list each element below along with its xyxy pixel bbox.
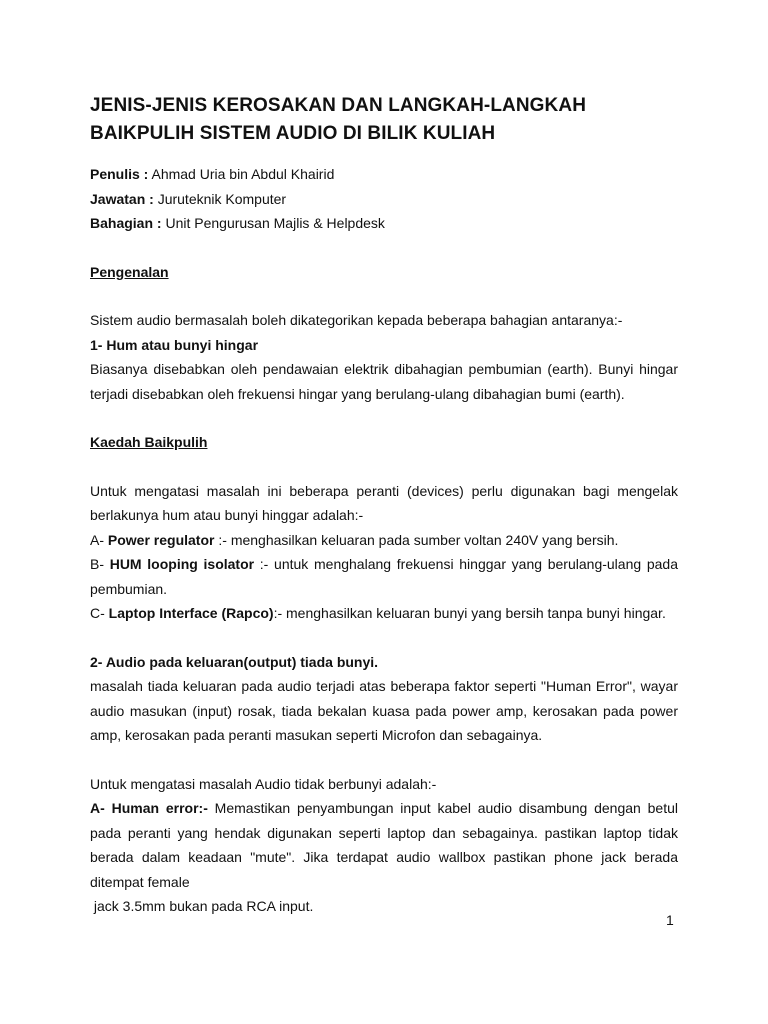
item-b-term: HUM looping isolator: [109, 556, 255, 572]
meta-jawatan: [90, 187, 678, 212]
kaedah-intro: Untuk mengatasi masalah ini beberapa peranti (devices) perlu digunakan bagi mengelak berlakunya hum atau bunyi hinggar adalah:-: [90, 482, 678, 523]
item-a-prefix: A-: [90, 531, 108, 548]
item-c-term: Laptop Interface (Rapco): [108, 605, 274, 621]
jawatan-label: Jawatan :: [90, 190, 154, 207]
item-b-prefix: B-: [90, 556, 110, 572]
human-error-text: Memastikan penyambungan input kabel audio disambung dengan betul pada peranti yang hendak digunakan seperti laptop dan sebagainya. pastikan laptop tidak berada dalam keadaan "mute". Jika terdapat audio wallbox pastikan phone jack berada ditempat female: [90, 800, 678, 890]
item-a-term: Power regulator: [107, 531, 215, 548]
spacer: [90, 455, 678, 479]
bahagian-value: Unit Pengurusan Majlis & Helpdesk: [161, 215, 385, 231]
item-a-text: :- menghasilkan keluaran pada sumber voltan 240V yang bersih.: [214, 531, 619, 548]
section1-body: Biasanya disebabkan oleh pendawaian elektrik dibahagian pembumian (earth). Bunyi hingar terjadi disebabkan oleh frekuensi hingar yang berulang-ulang dibahagian bumi (earth).: [90, 361, 678, 402]
item-b-text: :- untuk menghalang frekuensi hinggar yang berulang-ulang pada pembumian.: [90, 556, 678, 597]
title-line-2: BAIKPULIH SISTEM AUDIO DI BILIK KULIAH: [90, 123, 496, 144]
spacer: [90, 748, 678, 772]
section1-heading: 1- Hum atau bunyi hingar: [90, 336, 259, 353]
section2-body: masalah tiada keluaran pada audio terjadi atas beberapa faktor seperti "Human Error", wayar audio masukan (input) rosak, tiada bekalan kuasa pada power amp, kerosakan pada power amp, kerosakan pada peranti masukan seperti Microfon dan sebagainya.: [90, 678, 678, 743]
penulis-label: Penulis :: [90, 166, 149, 182]
item-c-prefix: C-: [90, 605, 109, 621]
meta-bahagian: [90, 211, 678, 236]
spacer: [90, 626, 678, 650]
human-error-paragraph: [90, 796, 678, 894]
human-error-label: A- Human error:-: [90, 800, 208, 816]
intro-text: Sistem audio bermasalah boleh dikategorikan kepada beberapa bahagian antaranya:-: [90, 312, 623, 328]
section2-heading: 2- Audio pada keluaran(output) tiada bunyi.: [90, 653, 379, 670]
document-title: [90, 92, 678, 148]
spacer: [90, 236, 678, 260]
item-c-text: :- menghasilkan keluaran bunyi yang bersih tanpa bunyi hingar.: [273, 605, 666, 621]
meta-penulis: [90, 162, 678, 187]
bahagian-label: Bahagian :: [90, 215, 162, 231]
page-number: 1: [666, 912, 674, 928]
kaedah-item-c: [90, 601, 678, 626]
spacer: [90, 284, 678, 308]
document-page: [90, 92, 678, 919]
kaedah-item-b: [90, 552, 678, 601]
heading-kaedah-baikpulih: Kaedah Baikpulih: [90, 434, 208, 450]
jawatan-value: Juruteknik Komputer: [153, 190, 287, 207]
human-error-last-line: jack 3.5mm bukan pada RCA input.: [90, 898, 314, 914]
section2-fix-intro: Untuk mengatasi masalah Audio tidak berbunyi adalah:-: [90, 775, 437, 792]
penulis-value: Ahmad Uria bin Abdul Khairid: [148, 166, 335, 182]
title-line-1: JENIS-JENIS KEROSAKAN DAN LANGKAH-LANGKAH: [90, 95, 587, 116]
kaedah-item-a: [90, 528, 678, 553]
heading-pengenalan: Pengenalan: [90, 263, 169, 280]
spacer: [90, 406, 678, 430]
